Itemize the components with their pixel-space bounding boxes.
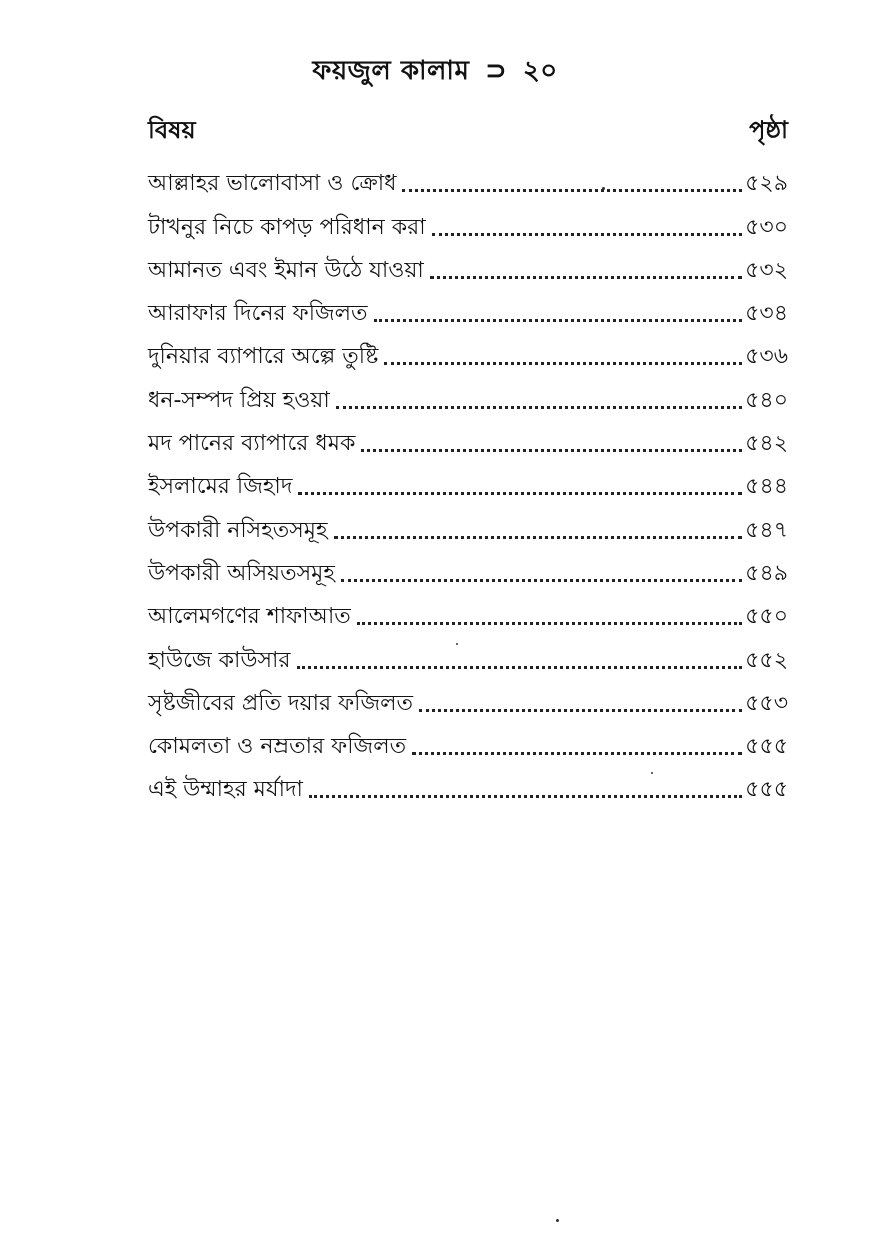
toc-entry-title: ধন-সম্পদ প্রিয় হওয়া	[148, 387, 330, 413]
dot-leader	[336, 406, 742, 409]
toc-entry-title: কোমলতা ও নম্রতার ফজিলত	[148, 734, 407, 760]
toc-entry	[148, 591, 788, 634]
dot-leader	[412, 752, 742, 755]
toc-entry	[148, 374, 788, 417]
book-title: ফয়জুল কালাম	[312, 56, 470, 86]
dot-leader	[334, 536, 743, 539]
toc-entry	[148, 418, 788, 461]
toc-entry-page: ৫৩৬	[745, 344, 788, 370]
scan-speck	[556, 1219, 559, 1222]
toc-entry	[148, 461, 788, 504]
toc-entry-page: ৫৫৫	[745, 734, 788, 760]
toc-entry-title: আল্লাহর ভালোবাসা ও ক্রোধ	[148, 171, 397, 197]
toc-entry-page: ৫৪৪	[745, 474, 788, 500]
toc-entry-page: ৫৫৩	[745, 690, 788, 716]
toc-entry	[148, 245, 788, 288]
toc-entry-page: ৫৩২	[745, 257, 788, 283]
toc-entry-title: ইসলামের জিহাদ	[148, 474, 293, 500]
toc-entry-title: মদ পানের ব্যাপারে ধমক	[148, 431, 356, 457]
scan-speck	[651, 772, 653, 774]
toc-entry-page: ৫২৯	[745, 171, 788, 197]
toc-entry	[148, 288, 788, 331]
toc-entry-page: ৫৫২	[745, 647, 788, 673]
dot-leader	[361, 449, 742, 452]
dot-leader	[341, 579, 742, 582]
scan-speck	[602, 187, 605, 190]
toc-entry-page: ৫৩৪	[745, 301, 788, 327]
toc-entry	[148, 721, 788, 764]
dot-leader	[374, 319, 743, 322]
dot-leader	[402, 189, 742, 192]
toc-entry-title: হাউজে কাউসার	[148, 647, 291, 673]
toc-entry-page: ৫৫০	[745, 604, 788, 630]
dot-leader	[419, 709, 742, 712]
toc-entry-title: টাখনুর নিচে কাপড় পরিধান করা	[148, 214, 426, 240]
running-header	[0, 50, 870, 94]
toc-entry-page: ৫৪০	[745, 387, 788, 413]
dot-leader	[357, 622, 742, 625]
scan-speck	[456, 643, 458, 645]
toc-entry	[148, 764, 788, 807]
toc-entry-title: এই উম্মাহর মর্যাদা	[148, 777, 303, 803]
toc-entry-page: ৫৫৫	[745, 777, 788, 803]
subject-column-header: বিষয়	[148, 116, 196, 144]
page-number: ২০	[522, 56, 558, 86]
dot-leader	[297, 666, 743, 669]
toc-entry	[148, 548, 788, 591]
dot-leader	[309, 795, 742, 798]
toc-entry-title: সৃষ্টজীবের প্রতি দয়ার ফজিলত	[148, 690, 414, 716]
toc-entry-page: ৫৪৭	[745, 517, 788, 543]
toc-entry	[148, 331, 788, 374]
toc-entry-title: আমানত এবং ইমান উঠে যাওয়া	[148, 257, 424, 283]
toc-entry-page: ৫৪৯	[745, 560, 788, 586]
toc-column-headers	[148, 112, 788, 152]
toc-entry-page: ৫৪২	[745, 431, 788, 457]
page-column-header: পৃষ্ঠা	[749, 116, 788, 144]
dot-leader	[384, 362, 742, 365]
toc-entry-title: উপকারী নসিহতসমূহ	[148, 517, 328, 543]
dot-leader	[430, 276, 742, 279]
toc-entry	[148, 634, 788, 677]
dot-leader	[432, 233, 742, 236]
toc-entry-title: উপকারী অসিয়তসমূহ	[148, 560, 335, 586]
toc-entry-title: আলেমগণের শাফাআত	[148, 604, 351, 630]
toc-entry	[148, 201, 788, 244]
table-of-contents	[148, 158, 788, 807]
toc-entry	[148, 158, 788, 201]
toc-entry	[148, 678, 788, 721]
separator-glyph: ⊃	[484, 56, 508, 86]
toc-entry-title: আরাফার দিনের ফজিলত	[148, 301, 368, 327]
toc-entry-title: দুনিয়ার ব্যাপারে অল্পে তুষ্টি	[148, 344, 379, 370]
toc-entry	[148, 504, 788, 547]
dot-leader	[298, 492, 742, 495]
toc-entry-page: ৫৩০	[745, 214, 788, 240]
